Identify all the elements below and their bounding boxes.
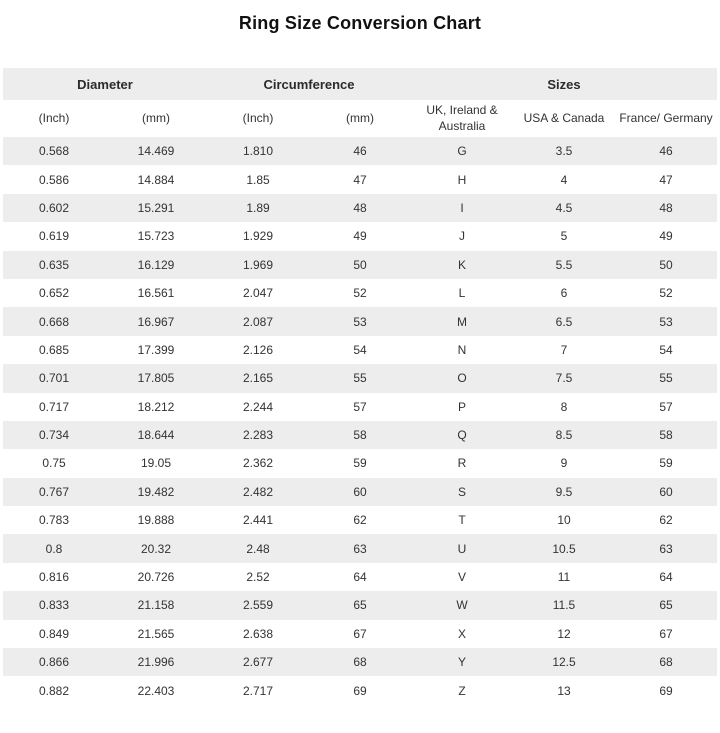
table-cell: 0.783 xyxy=(3,506,105,534)
group-header-circumference: Circumference xyxy=(207,68,411,100)
table-cell: 4.5 xyxy=(513,194,615,222)
table-cell: 18.212 xyxy=(105,393,207,421)
table-cell: 10 xyxy=(513,506,615,534)
column-header: France/ Germany xyxy=(615,100,717,137)
table-row xyxy=(3,620,717,648)
table-row xyxy=(3,478,717,506)
table-cell: 10.5 xyxy=(513,534,615,562)
table-row xyxy=(3,648,717,676)
table-cell: V xyxy=(411,563,513,591)
table-row xyxy=(3,393,717,421)
table-cell: 2.244 xyxy=(207,393,309,421)
table-cell: L xyxy=(411,279,513,307)
table-cell: 21.565 xyxy=(105,620,207,648)
table-cell: 22.403 xyxy=(105,676,207,704)
table-cell: P xyxy=(411,393,513,421)
table-cell: 8 xyxy=(513,393,615,421)
table-cell: Q xyxy=(411,421,513,449)
table-cell: 9.5 xyxy=(513,478,615,506)
table-cell: 0.816 xyxy=(3,563,105,591)
table-cell: 62 xyxy=(615,506,717,534)
column-header: (mm) xyxy=(105,100,207,137)
group-header-sizes: Sizes xyxy=(411,68,717,100)
table-cell: 2.126 xyxy=(207,336,309,364)
table-cell: 65 xyxy=(615,591,717,619)
table-cell: 21.996 xyxy=(105,648,207,676)
table-cell: 2.677 xyxy=(207,648,309,676)
table-cell: 5.5 xyxy=(513,251,615,279)
table-cell: 0.619 xyxy=(3,222,105,250)
table-cell: 0.652 xyxy=(3,279,105,307)
table-cell: 2.283 xyxy=(207,421,309,449)
table-row xyxy=(3,165,717,193)
column-header: (mm) xyxy=(309,100,411,137)
table-cell: 17.805 xyxy=(105,364,207,392)
table-cell: 0.866 xyxy=(3,648,105,676)
table-cell: J xyxy=(411,222,513,250)
page xyxy=(0,13,720,705)
table-cell: 46 xyxy=(309,137,411,165)
table-cell: 11.5 xyxy=(513,591,615,619)
table-cell: 57 xyxy=(615,393,717,421)
table-body xyxy=(3,137,717,705)
table-cell: 2.559 xyxy=(207,591,309,619)
table-row xyxy=(3,307,717,335)
table-cell: 2.482 xyxy=(207,478,309,506)
table-cell: 58 xyxy=(309,421,411,449)
table-cell: 9 xyxy=(513,449,615,477)
table-cell: 7.5 xyxy=(513,364,615,392)
table-cell: 47 xyxy=(309,165,411,193)
table-cell: 48 xyxy=(309,194,411,222)
table-cell: 0.568 xyxy=(3,137,105,165)
table-cell: 19.482 xyxy=(105,478,207,506)
table-cell: 63 xyxy=(615,534,717,562)
table-cell: N xyxy=(411,336,513,364)
table-cell: 58 xyxy=(615,421,717,449)
table-cell: 69 xyxy=(615,676,717,704)
column-header: UK, Ireland & Australia xyxy=(411,100,513,137)
table-row xyxy=(3,591,717,619)
table-cell: 20.32 xyxy=(105,534,207,562)
table-cell: 21.158 xyxy=(105,591,207,619)
table-cell: 14.469 xyxy=(105,137,207,165)
table-cell: 46 xyxy=(615,137,717,165)
table-cell: 2.638 xyxy=(207,620,309,648)
page-title: Ring Size Conversion Chart xyxy=(238,13,482,33)
table-cell: 2.047 xyxy=(207,279,309,307)
table-cell: 69 xyxy=(309,676,411,704)
table-cell: T xyxy=(411,506,513,534)
table-cell: 53 xyxy=(615,307,717,335)
table-cell: 55 xyxy=(615,364,717,392)
table-cell: 57 xyxy=(309,393,411,421)
table-row xyxy=(3,676,717,704)
table-cell: 0.734 xyxy=(3,421,105,449)
table-row xyxy=(3,421,717,449)
table-cell: H xyxy=(411,165,513,193)
table-group-header-row xyxy=(3,68,717,100)
table-cell: 0.849 xyxy=(3,620,105,648)
table-cell: 2.087 xyxy=(207,307,309,335)
table-cell: U xyxy=(411,534,513,562)
table-cell: 1.969 xyxy=(207,251,309,279)
table-cell: 64 xyxy=(309,563,411,591)
table-cell: 14.884 xyxy=(105,165,207,193)
table-row xyxy=(3,137,717,165)
table-cell: 2.48 xyxy=(207,534,309,562)
table-cell: 0.685 xyxy=(3,336,105,364)
table-header xyxy=(3,68,717,137)
table-cell: 0.635 xyxy=(3,251,105,279)
table-cell: 20.726 xyxy=(105,563,207,591)
table-cell: 16.561 xyxy=(105,279,207,307)
column-header: USA & Canada xyxy=(513,100,615,137)
table-cell: R xyxy=(411,449,513,477)
table-cell: 6.5 xyxy=(513,307,615,335)
table-row xyxy=(3,251,717,279)
group-header-diameter: Diameter xyxy=(3,68,207,100)
table-cell: 54 xyxy=(309,336,411,364)
table-cell: Z xyxy=(411,676,513,704)
table-cell: 65 xyxy=(309,591,411,619)
table-cell: 62 xyxy=(309,506,411,534)
table-cell: 2.362 xyxy=(207,449,309,477)
table-cell: 4 xyxy=(513,165,615,193)
column-header: (Inch) xyxy=(207,100,309,137)
table-cell: 52 xyxy=(615,279,717,307)
table-cell: 5 xyxy=(513,222,615,250)
table-cell: 53 xyxy=(309,307,411,335)
table-cell: 0.668 xyxy=(3,307,105,335)
table-cell: 59 xyxy=(615,449,717,477)
table-cell: 15.291 xyxy=(105,194,207,222)
table-row xyxy=(3,563,717,591)
table-row xyxy=(3,449,717,477)
table-cell: 1.85 xyxy=(207,165,309,193)
table-cell: 2.52 xyxy=(207,563,309,591)
table-cell: 0.701 xyxy=(3,364,105,392)
table-cell: 12.5 xyxy=(513,648,615,676)
table-cell: 1.929 xyxy=(207,222,309,250)
table-cell: 2.717 xyxy=(207,676,309,704)
table-cell: 8.5 xyxy=(513,421,615,449)
table-cell: 48 xyxy=(615,194,717,222)
table-cell: 0.8 xyxy=(3,534,105,562)
table-row xyxy=(3,506,717,534)
table-cell: 54 xyxy=(615,336,717,364)
table-cell: 12 xyxy=(513,620,615,648)
table-cell: 19.888 xyxy=(105,506,207,534)
table-cell: 1.89 xyxy=(207,194,309,222)
table-cell: 6 xyxy=(513,279,615,307)
table-cell: 68 xyxy=(309,648,411,676)
table-row xyxy=(3,534,717,562)
table-cell: 63 xyxy=(309,534,411,562)
table-cell: 3.5 xyxy=(513,137,615,165)
table-cell: 16.967 xyxy=(105,307,207,335)
table-cell: Y xyxy=(411,648,513,676)
table-cell: 0.882 xyxy=(3,676,105,704)
table-cell: 15.723 xyxy=(105,222,207,250)
table-cell: M xyxy=(411,307,513,335)
table-cell: 64 xyxy=(615,563,717,591)
table-cell: G xyxy=(411,137,513,165)
table-row xyxy=(3,222,717,250)
table-cell: S xyxy=(411,478,513,506)
table-cell: I xyxy=(411,194,513,222)
table-column-header-row xyxy=(3,100,717,137)
table-cell: 16.129 xyxy=(105,251,207,279)
table-cell: 13 xyxy=(513,676,615,704)
table-cell: K xyxy=(411,251,513,279)
table-cell: 1.810 xyxy=(207,137,309,165)
table-cell: 49 xyxy=(309,222,411,250)
table-cell: 2.441 xyxy=(207,506,309,534)
table-cell: O xyxy=(411,364,513,392)
table-cell: 0.75 xyxy=(3,449,105,477)
table-cell: 19.05 xyxy=(105,449,207,477)
table-row xyxy=(3,336,717,364)
table-cell: 60 xyxy=(615,478,717,506)
table-cell: 47 xyxy=(615,165,717,193)
table-cell: 59 xyxy=(309,449,411,477)
table-cell: 0.833 xyxy=(3,591,105,619)
table-row xyxy=(3,279,717,307)
table-cell: 0.602 xyxy=(3,194,105,222)
table-cell: 18.644 xyxy=(105,421,207,449)
table-cell: 50 xyxy=(309,251,411,279)
table-cell: 0.767 xyxy=(3,478,105,506)
table-cell: 60 xyxy=(309,478,411,506)
table-cell: X xyxy=(411,620,513,648)
column-header: (Inch) xyxy=(3,100,105,137)
table-cell: 50 xyxy=(615,251,717,279)
table-cell: 67 xyxy=(309,620,411,648)
ring-size-conversion-table xyxy=(3,68,717,705)
table-cell: 11 xyxy=(513,563,615,591)
table-cell: 55 xyxy=(309,364,411,392)
table-cell: 68 xyxy=(615,648,717,676)
table-cell: 0.586 xyxy=(3,165,105,193)
table-cell: 67 xyxy=(615,620,717,648)
table-cell: W xyxy=(411,591,513,619)
table-row xyxy=(3,194,717,222)
table-cell: 52 xyxy=(309,279,411,307)
table-cell: 7 xyxy=(513,336,615,364)
table-cell: 2.165 xyxy=(207,364,309,392)
table-cell: 0.717 xyxy=(3,393,105,421)
table-cell: 17.399 xyxy=(105,336,207,364)
table-row xyxy=(3,364,717,392)
table-cell: 49 xyxy=(615,222,717,250)
